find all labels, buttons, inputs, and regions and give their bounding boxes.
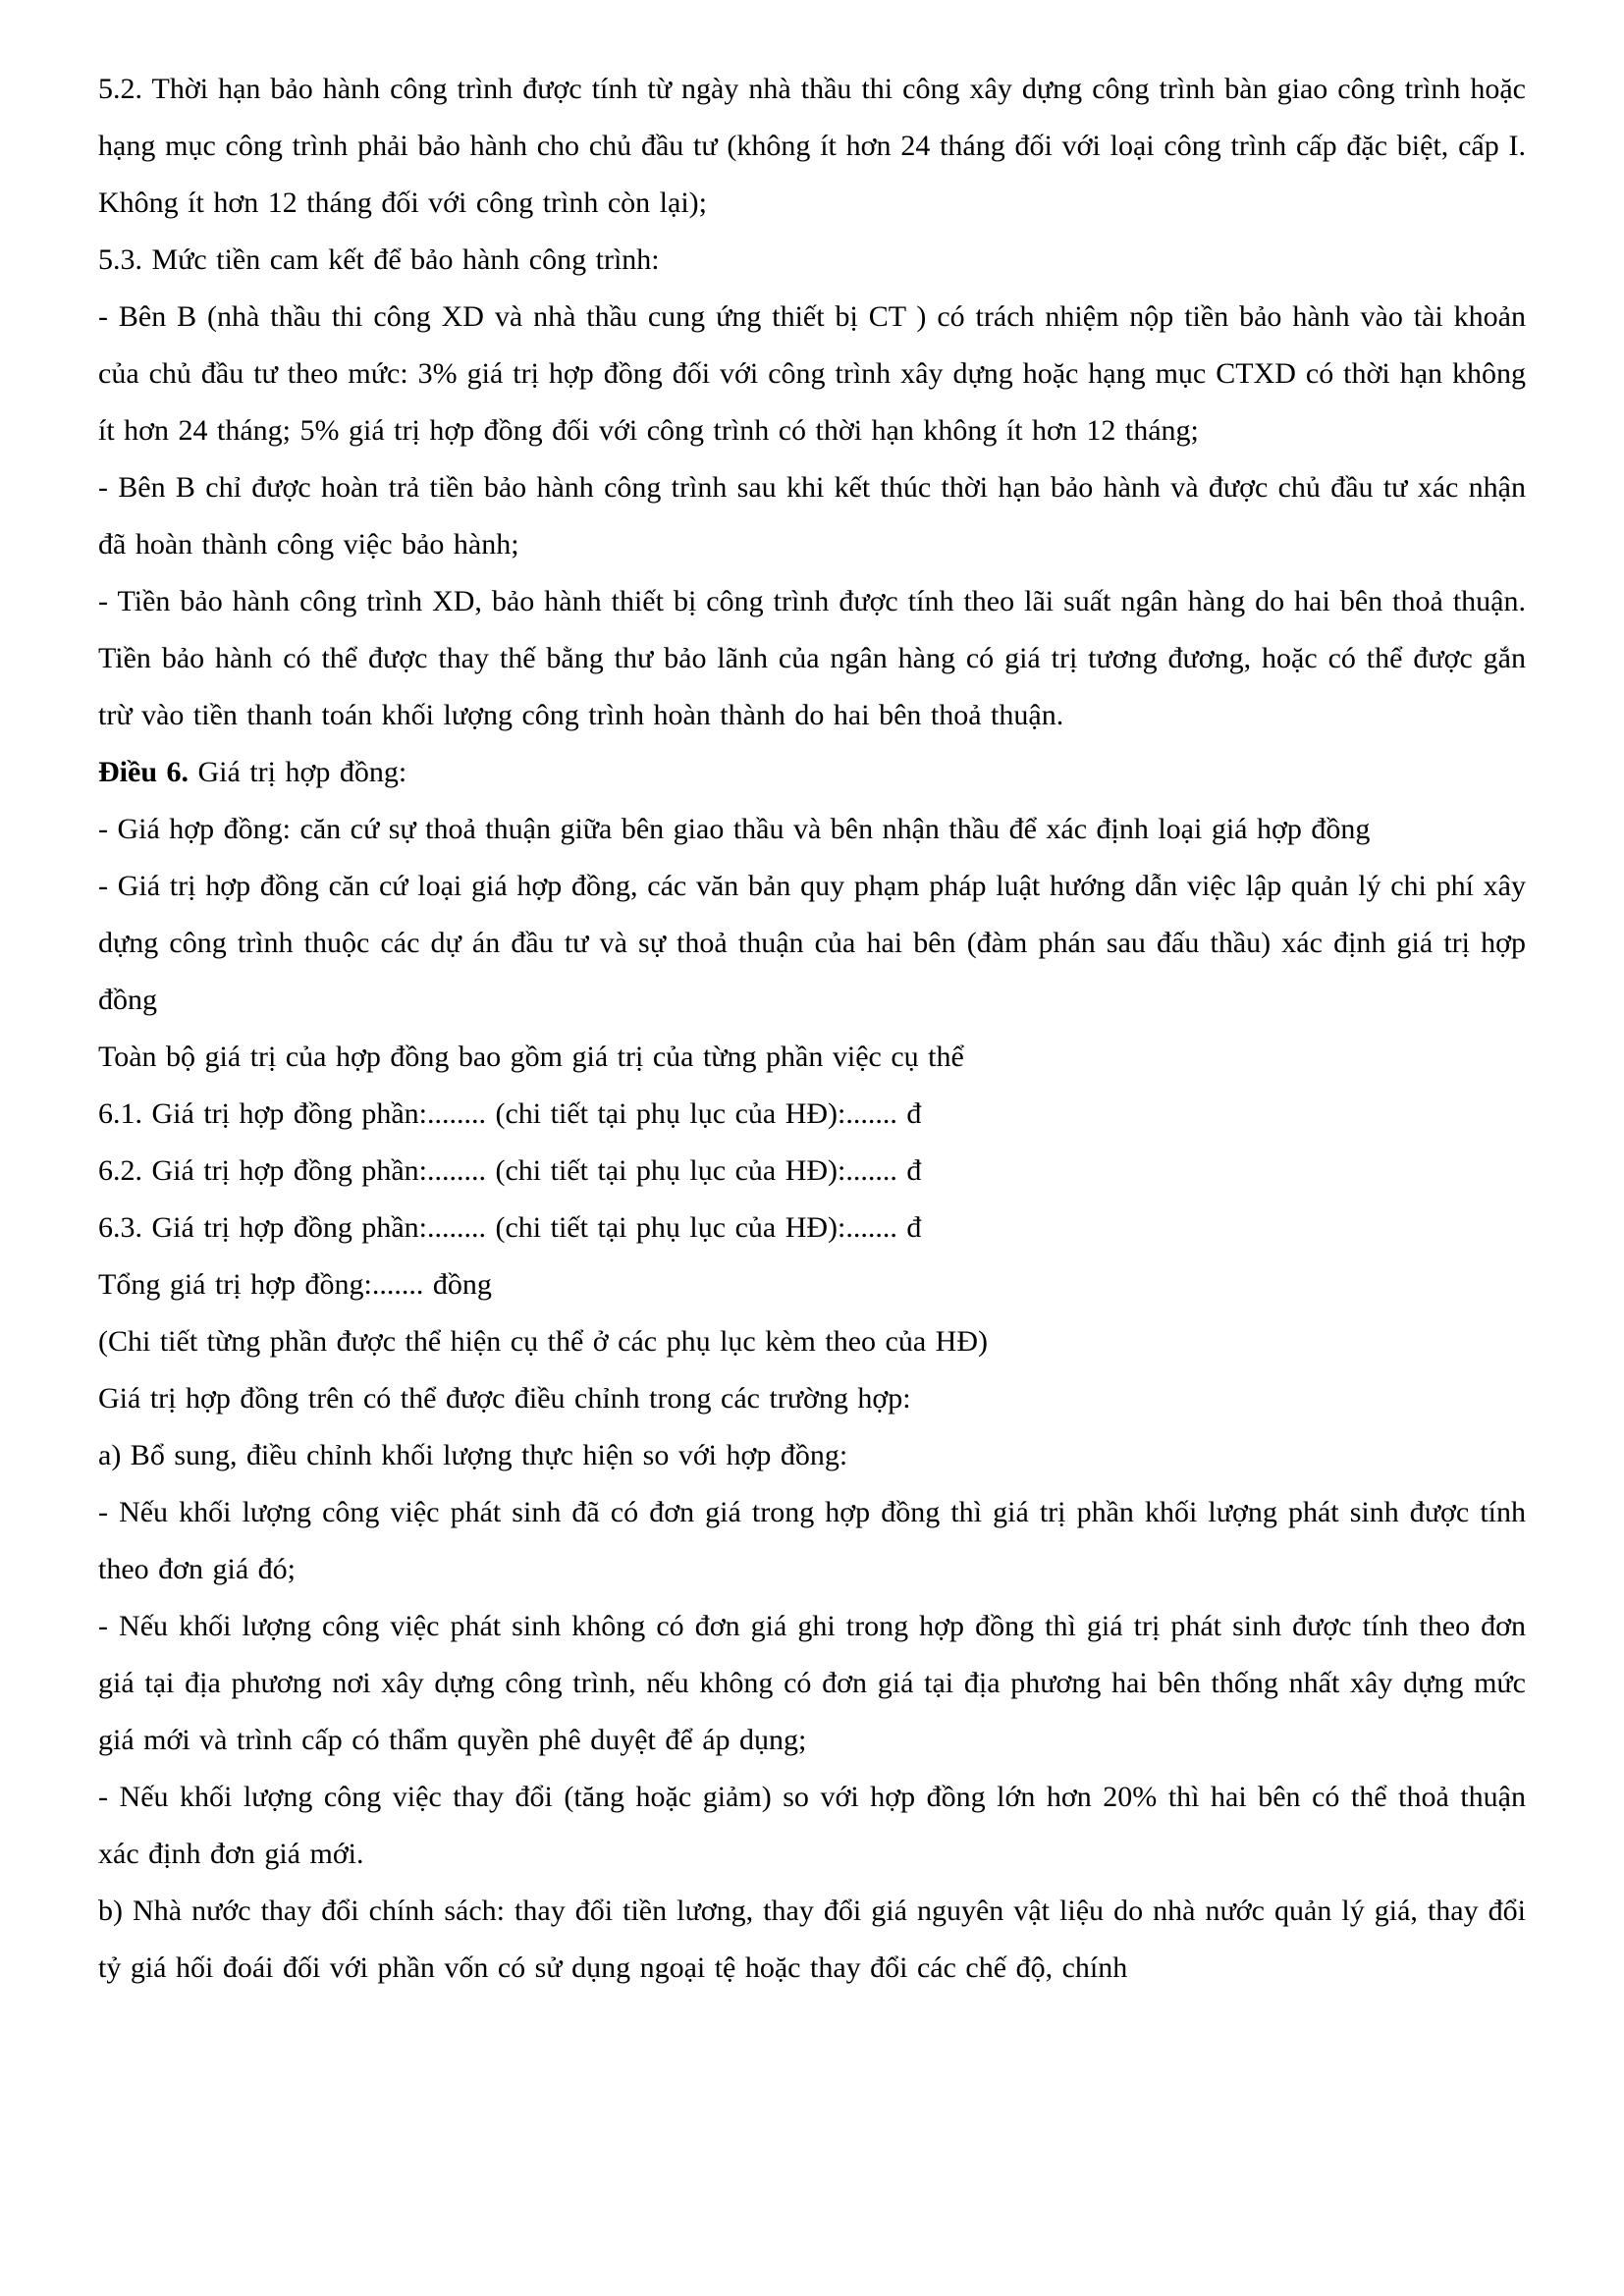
paragraph: [98, 1029, 1526, 1086]
paragraph-text: 5.3. Mức tiền cam kết để bảo hành công trình:: [98, 243, 660, 276]
contract-text-body: [98, 61, 1526, 1997]
paragraph: [98, 858, 1526, 1029]
paragraph: [98, 573, 1526, 744]
paragraph: [98, 1598, 1526, 1769]
paragraph: [98, 744, 1526, 801]
paragraph-text: 6.1. Giá trị hợp đồng phần:........ (chi tiết tại phụ lục của HĐ):....... đ: [98, 1097, 922, 1130]
paragraph-text: Toàn bộ giá trị của hợp đồng bao gồm giá trị của từng phần việc cụ thể: [98, 1041, 964, 1073]
paragraph: [98, 1086, 1526, 1143]
paragraph-text: (Chi tiết từng phần được thể hiện cụ thể ở các phụ lục kèm theo của HĐ): [98, 1325, 988, 1358]
paragraph-text: - Nếu khối lượng công việc phát sinh không có đơn giá ghi trong hợp đồng thì giá trị phát sinh được tính theo đơn giá tại địa phương nơi xây dựng công trình, nếu không có đơn giá tại địa phương hai bên thống nhất xây dựng mức giá mới và trình cấp có thẩm quyền phê duyệt để áp dụng;: [98, 1610, 1526, 1756]
paragraph-text: 6.3. Giá trị hợp đồng phần:........ (chi tiết tại phụ lục của HĐ):....... đ: [98, 1211, 922, 1244]
paragraph: [98, 1200, 1526, 1256]
paragraph-text: 5.2. Thời hạn bảo hành công trình được tính từ ngày nhà thầu thi công xây dựng công trình bàn giao công trình hoặc hạng mục công trình phải bảo hành cho chủ đầu tư (không ít hơn 24 tháng đối với loại công trình cấp đặc biệt, cấp I. Không ít hơn 12 tháng đối với công trình còn lại);: [98, 73, 1526, 219]
paragraph: [98, 1143, 1526, 1200]
paragraph-text: Giá trị hợp đồng trên có thể được điều chỉnh trong các trường hợp:: [98, 1382, 911, 1415]
paragraph: [98, 459, 1526, 573]
paragraph: [98, 289, 1526, 459]
paragraph-text: a) Bổ sung, điều chỉnh khối lượng thực hiện so với hợp đồng:: [98, 1439, 848, 1471]
paragraph: [98, 1256, 1526, 1313]
paragraph-text: 6.2. Giá trị hợp đồng phần:........ (chi tiết tại phụ lục của HĐ):....... đ: [98, 1154, 922, 1187]
paragraph: [98, 1313, 1526, 1370]
paragraph: [98, 1370, 1526, 1427]
paragraph: [98, 1484, 1526, 1598]
paragraph: [98, 232, 1526, 289]
paragraph: [98, 1769, 1526, 1883]
paragraph-text: b) Nhà nước thay đổi chính sách: thay đổi tiền lương, thay đổi giá nguyên vật liệu do nhà nước quản lý giá, thay đổi tỷ giá hối đoái đối với phần vốn có sử dụng ngoại tệ hoặc thay đổi các chế độ, chính: [98, 1895, 1526, 1984]
paragraph-text: - Giá trị hợp đồng căn cứ loại giá hợp đồng, các văn bản quy phạm pháp luật hướng dẫn việc lập quản lý chi phí xây dựng công trình thuộc các dự án đầu tư và sự thoả thuận của hai bên (đàm phán sau đấu thầu) xác định giá trị hợp đồng: [98, 870, 1526, 1016]
paragraph-text: - Nếu khối lượng công việc phát sinh đã có đơn giá trong hợp đồng thì giá trị phần khối lượng phát sinh được tính theo đơn giá đó;: [98, 1496, 1526, 1585]
paragraph-text: - Bên B chỉ được hoàn trả tiền bảo hành công trình sau khi kết thúc thời hạn bảo hành và được chủ đầu tư xác nhận đã hoàn thành công việc bảo hành;: [98, 471, 1526, 561]
paragraph: [98, 1427, 1526, 1484]
paragraph-text: - Giá hợp đồng: căn cứ sự thoả thuận giữa bên giao thầu và bên nhận thầu để xác định loại giá hợp đồng: [98, 813, 1371, 845]
article-heading: Điều 6.: [98, 756, 189, 788]
paragraph-text: - Bên B (nhà thầu thi công XD và nhà thầu cung ứng thiết bị CT ) có trách nhiệm nộp tiền bảo hành vào tài khoản của chủ đầu tư theo mức: 3% giá trị hợp đồng đối với công trình xây dựng hoặc hạng mục CTXD có thời hạn không ít hơn 24 tháng; 5% giá trị hợp đồng đối với công trình có thời hạn không ít hơn 12 tháng;: [98, 300, 1526, 447]
paragraph: [98, 61, 1526, 232]
paragraph: [98, 801, 1526, 858]
paragraph-text: - Tiền bảo hành công trình XD, bảo hành thiết bị công trình được tính theo lãi suất ngân hàng do hai bên thoả thuận. Tiền bảo hành có thể được thay thế bằng thư bảo lãnh của ngân hàng có giá trị tương đương, hoặc có thể được gắn trừ vào tiền thanh toán khối lượng công trình hoàn thành do hai bên thoả thuận.: [98, 585, 1526, 731]
paragraph: [98, 1883, 1526, 1997]
paragraph-text: - Nếu khối lượng công việc thay đổi (tăng hoặc giảm) so với hợp đồng lớn hơn 20% thì hai bên có thể thoả thuận xác định đơn giá mới.: [98, 1781, 1526, 1870]
paragraph-text: Tổng giá trị hợp đồng:....... đồng: [98, 1268, 492, 1301]
paragraph-text: Giá trị hợp đồng:: [189, 756, 407, 788]
